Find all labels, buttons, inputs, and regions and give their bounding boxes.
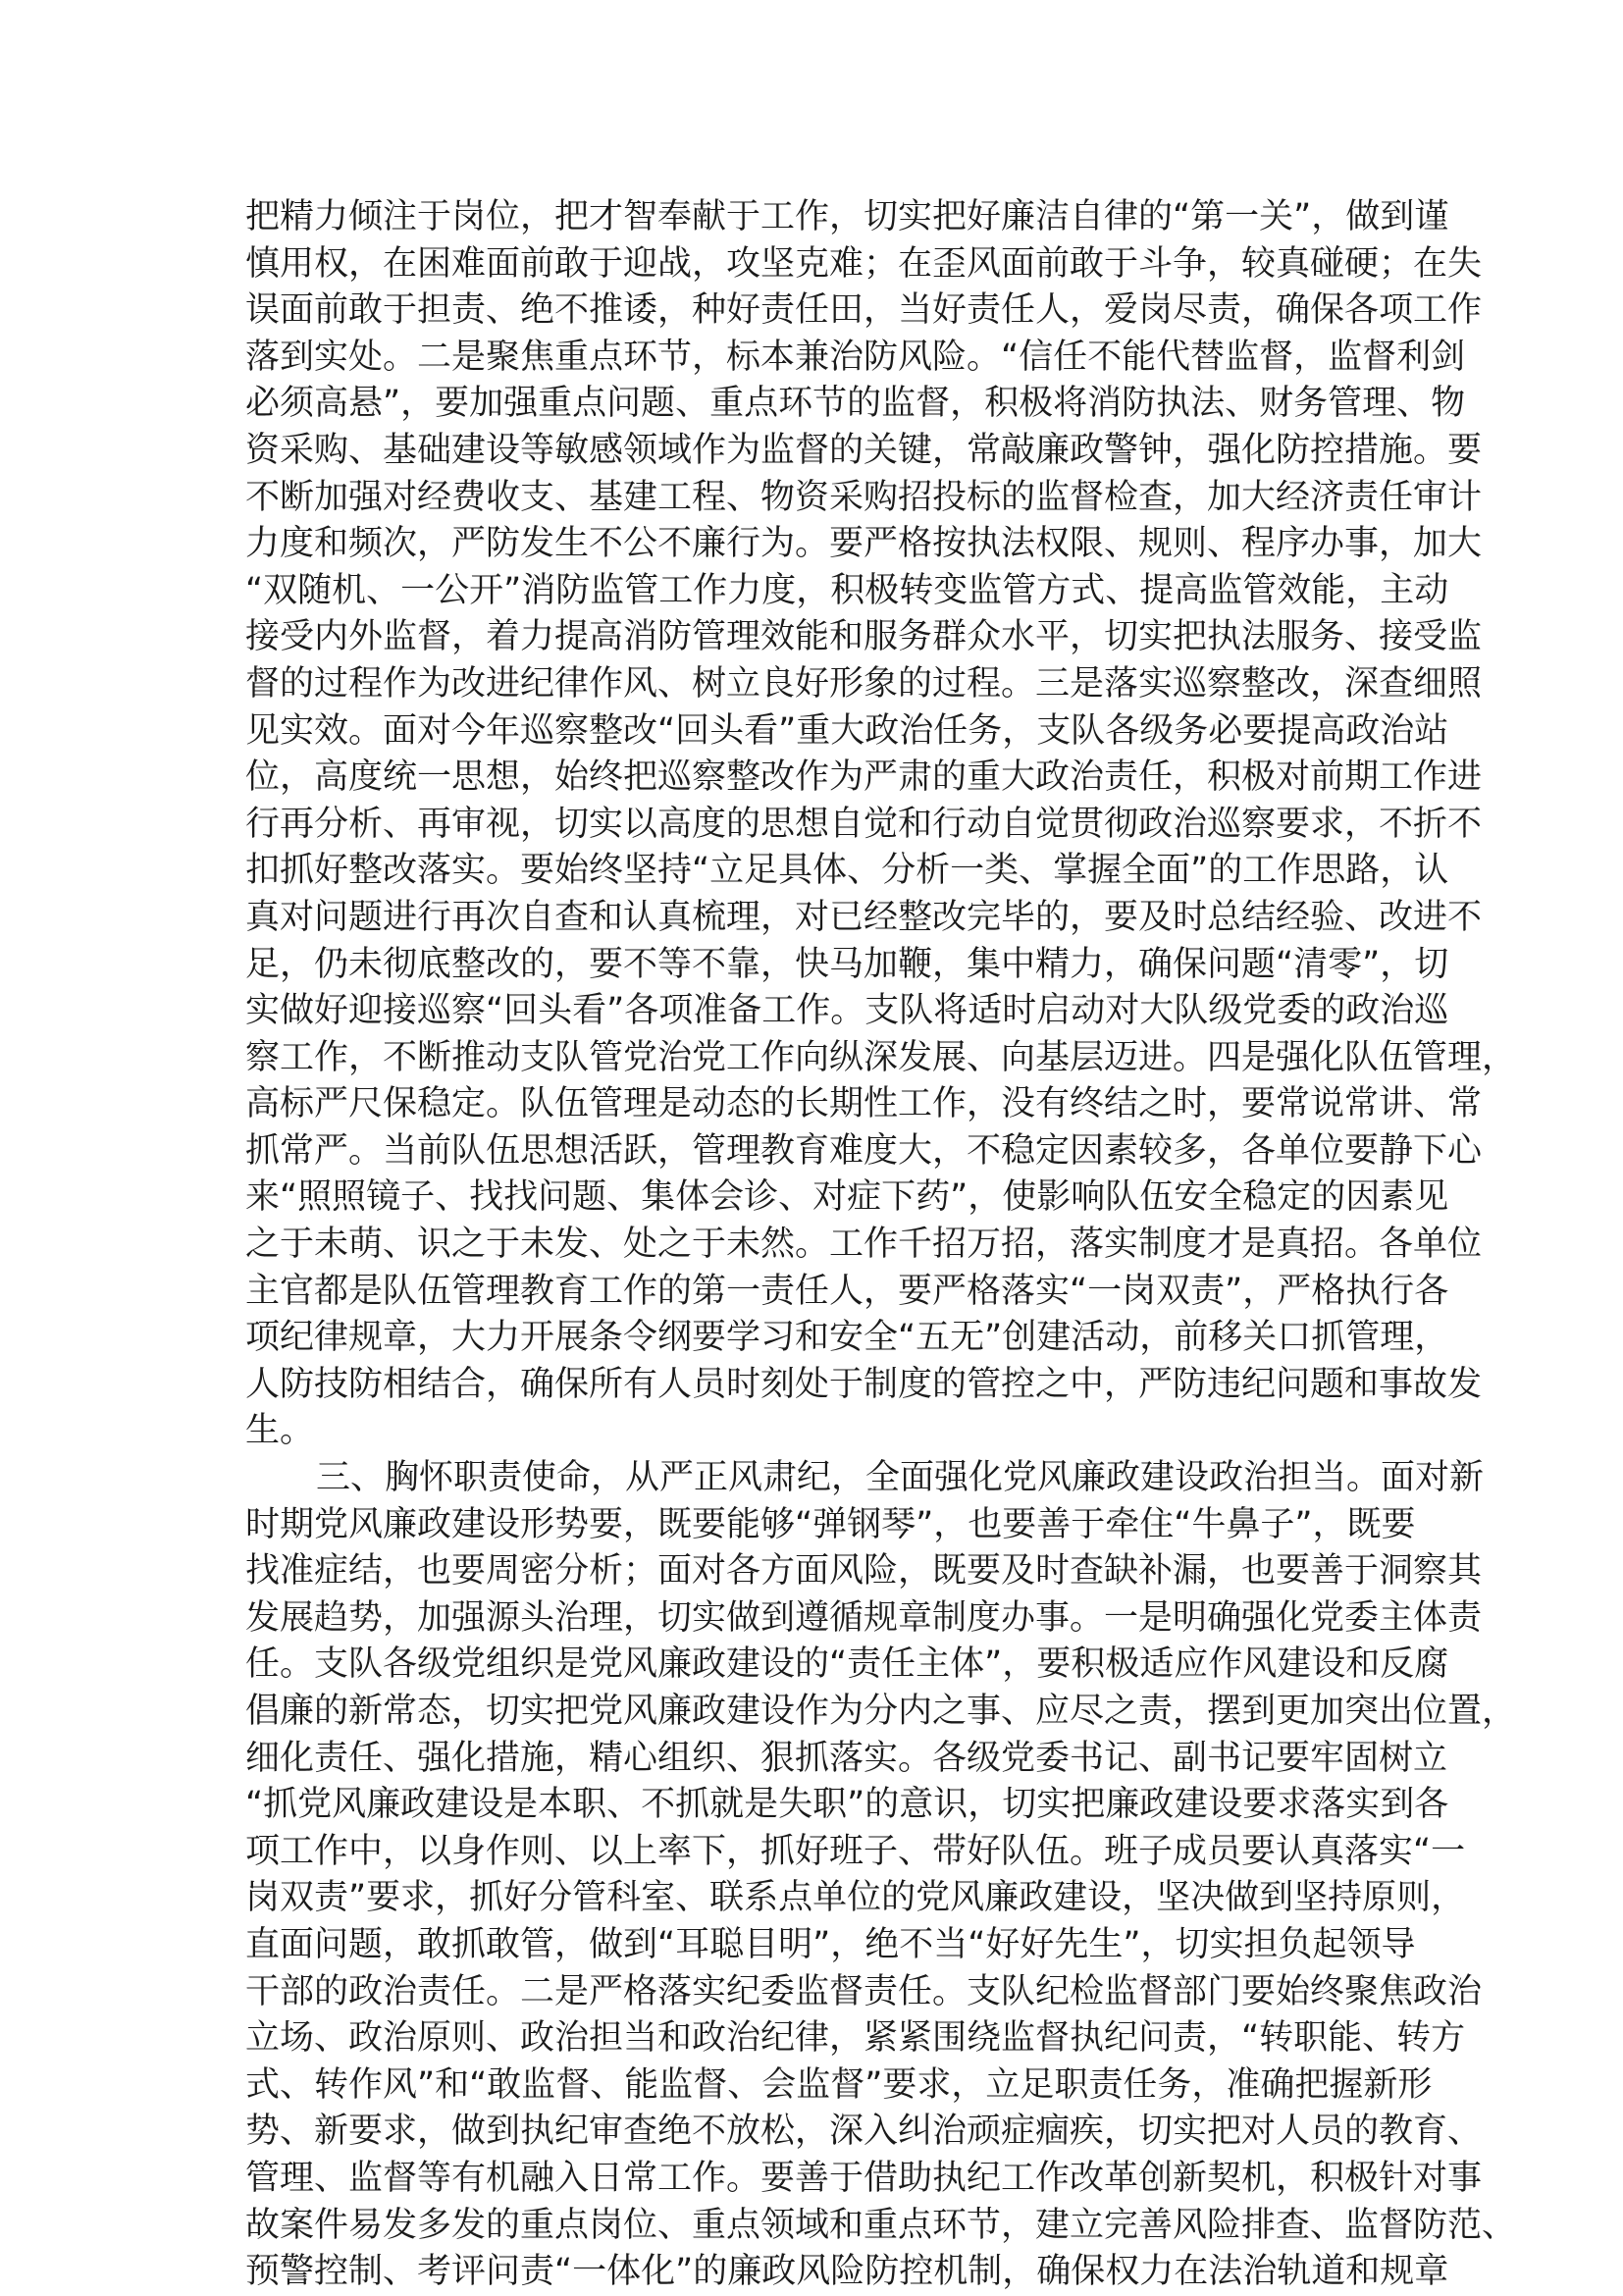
text-line: 生。: [245, 1411, 315, 1451]
text-line: 故案件易发多发的重点岗位、重点领域和重点环节，建立完善风险排查、监督防范、: [245, 2205, 1517, 2245]
text-line: 位，高度统一思想，始终把巡察整改作为严肃的重大政治责任，积极对前期工作进: [245, 757, 1483, 798]
text-line: 倡廉的新常态，切实把党风廉政建设作为分内之事、应尽之责，摆到更加突出位置，: [245, 1692, 1517, 1731]
document-body: [245, 194, 1517, 2296]
text-line: 发展趋势，加强源头治理，切实做到遵循规章制度办事。一是明确强化党委主体责: [245, 1597, 1483, 1638]
text-line: 把精力倾注于岗位，把才智奉献于工作，切实把好廉洁自律的“第一关”，做到谨: [245, 197, 1449, 236]
text-line: 不断加强对经费收支、基建工程、物资采购招投标的监督检查，加大经济责任审计: [245, 477, 1483, 517]
paragraph: [245, 1455, 1517, 2296]
text-line: 真对问题进行再次自查和认真梳理，对已经整改完毕的，要及时总结经验、改进不: [245, 897, 1483, 937]
text-line: 扣抓好整改落实。要始终坚持“立足具体、分析一类、掌握全面”的工作思路，认: [245, 851, 1449, 891]
text-line: 干部的政治责任。二是严格落实纪委监督责任。支队纪检监督部门要始终聚焦政治: [245, 1971, 1483, 2011]
text-line: 督的过程作为改进纪律作风、树立良好形象的过程。三是落实巡察整改，深查细照: [245, 663, 1483, 704]
text-line: 行再分析、再审视，切实以高度的思想自觉和行动自觉贯彻政治巡察要求，不折不: [245, 804, 1483, 844]
text-line: 察工作，不断推动支队管党治党工作向纵深发展、向基层迈进。四是强化队伍管理，: [245, 1037, 1517, 1077]
text-line: 落到实处。二是聚焦重点环节，标本兼治防风险。“信任不能代替监督，监督利剑: [245, 337, 1466, 377]
text-line: 立场、政治原则、政治担当和政治纪律，紧紧围绕监督执纪问责，“转职能、转方: [245, 2018, 1466, 2059]
text-line: 项工作中，以身作则、以上率下，抓好班子、带好队伍。班子成员要认真落实“一: [245, 1831, 1466, 1871]
text-line: 预警控制、考评问责“一体化”的廉政风险防控机制，确保权力在法治轨道和规章: [245, 2252, 1449, 2292]
text-line: 时期党风廉政建设形势要，既要能够“弹钢琴”，也要善于牵住“牛鼻子”，既要: [245, 1504, 1416, 1544]
text-line: 三、胸怀职责使命，从严正风肃纪，全面强化党风廉政建设政治担当。面对新: [316, 1458, 1485, 1498]
text-line: “双随机、一公开”消防监管工作力度，积极转变监管方式、提高监管效能，主动: [245, 570, 1449, 610]
text-line: 必须高悬”，要加强重点问题、重点环节的监督，积极将消防执法、财务管理、物: [245, 384, 1466, 424]
text-line: 主官都是队伍管理教育工作的第一责任人，要严格落实“一岗双责”，严格执行各: [245, 1271, 1449, 1311]
text-line: 见实效。面对今年巡察整改“回头看”重大政治任务，支队各级务必要提高政治站: [245, 710, 1449, 751]
text-line: 式、转作风”和“敢监督、能监督、会监督”要求，立足职责任务，准确把握新形: [245, 2064, 1433, 2105]
text-line: 资采购、基础建设等敏感领域作为监督的关键，常敲廉政警钟，强化防控措施。要: [245, 430, 1483, 470]
text-line: 慎用权，在困难面前敢于迎战，攻坚克难；在歪风面前敢于斗争，较真碰硬；在失: [245, 243, 1483, 284]
text-line: 任。支队各级党组织是党风廉政建设的“责任主体”，要积极适应作风建设和反腐: [245, 1644, 1449, 1685]
text-line: 抓常严。当前队伍思想活跃，管理教育难度大，不稳定因素较多，各单位要静下心: [245, 1130, 1483, 1171]
text-line: 来“照照镜子、找找问题、集体会诊、对症下药”，使影响队伍安全稳定的因素见: [245, 1177, 1449, 1218]
text-line: 项纪律规章，大力开展条令纲要学习和安全“五无”创建活动，前移关口抓管理，: [245, 1318, 1449, 1358]
text-line: 误面前敢于担责、绝不推诿，种好责任田，当好责任人，爱岗尽责，确保各项工作: [245, 290, 1483, 331]
text-line: 找准症结，也要周密分析；面对各方面风险，既要及时查缺补漏，也要善于洞察其: [245, 1551, 1483, 1592]
text-line: 细化责任、强化措施，精心组织、狠抓落实。各级党委书记、副书记要牢固树立: [245, 1738, 1448, 1778]
text-line: 实做好迎接巡察“回头看”各项准备工作。支队将适时启动对大队级党委的政治巡: [245, 991, 1449, 1031]
text-line: 直面问题，敢抓敢管，做到“耳聪目明”，绝不当“好好先生”，切实担负起领导: [245, 1924, 1416, 1964]
text-line: “抓党风廉政建设是本职、不抓就是失职”的意识，切实把廉政建设要求落实到各: [245, 1785, 1449, 1825]
text-line: 力度和频次，严防发生不公不廉行为。要严格按执法权限、规则、程序办事，加大: [245, 524, 1483, 564]
text-line: 势、新要求，做到执纪审查绝不放松，深入纠治顽症痼疾，切实把对人员的教育、: [245, 2112, 1483, 2152]
text-line: 管理、监督等有机融入日常工作。要善于借助执纪工作改革创新契机，积极针对事: [245, 2158, 1483, 2198]
text-line: 之于未萌、识之于未发、处之于未然。工作千招万招，落实制度才是真招。各单位: [245, 1225, 1483, 1265]
text-line: 岗双责”要求，抓好分管科室、联系点单位的党风廉政建设，坚决做到坚持原则，: [245, 1878, 1466, 1918]
paragraph: [245, 194, 1517, 1455]
text-line: 足，仍未彻底整改的，要不等不靠，快马加鞭，集中精力，确保问题“清零”，切: [245, 944, 1449, 984]
text-line: 接受内外监督，着力提高消防管理效能和服务群众水平，切实把执法服务、接受监: [245, 617, 1483, 657]
text-line: 人防技防相结合，确保所有人员时刻处于制度的管控之中，严防违纪问题和事故发: [245, 1364, 1483, 1404]
text-line: 高标严尺保稳定。队伍管理是动态的长期性工作，没有终结之时，要常说常讲、常: [245, 1084, 1483, 1124]
